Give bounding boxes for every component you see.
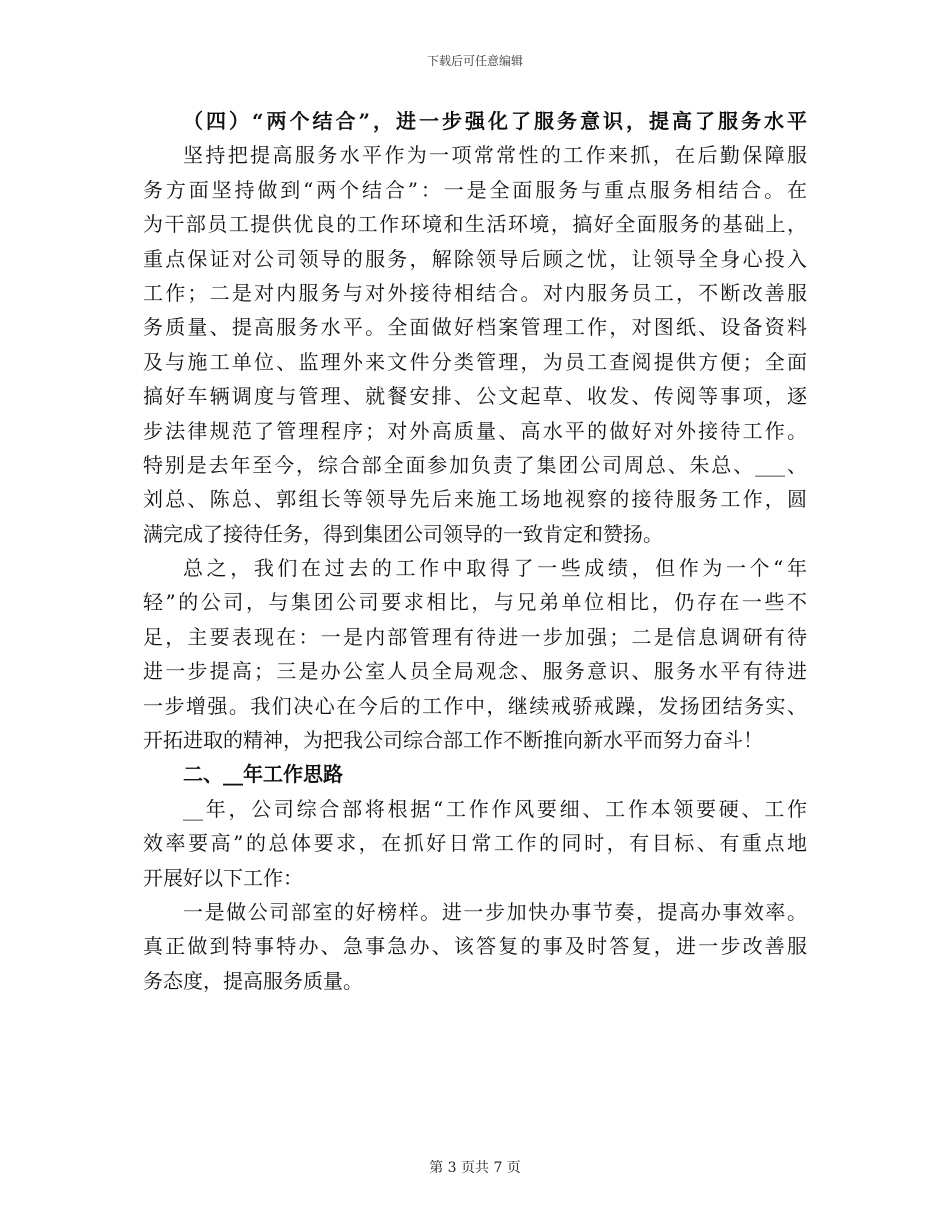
paragraph-line: 效率要高”的总体要求，在抓好日常工作的同时，有目标、有重点地 (143, 831, 807, 856)
paragraph-line: 为干部员工提供优良的工作环境和生活环境，搞好全面服务的基础上， (143, 212, 807, 237)
paragraph-line: 总之，我们在过去的工作中取得了一些成绩，但作为一个“年 (183, 556, 807, 581)
paragraph-line: 步法律规范了管理程序；对外高质量、高水平的做好对外接待工作。 (143, 418, 807, 443)
paragraph-line: 搞好车辆调度与管理、就餐安排、公文起草、收发、传阅等事项，逐 (143, 384, 807, 409)
paragraph-line: 工作；二是对内服务与对外接待相结合。对内服务员工，不断改善服 (143, 280, 807, 305)
paragraph-line: 满完成了接待任务，得到集团公司领导的一致肯定和赞扬。 (143, 521, 663, 546)
paragraph-line: 重点保证对公司领导的服务，解除领导后顾之忧，让领导全身心投入 (143, 246, 807, 271)
paragraph-line: 务质量、提高服务水平。全面做好档案管理工作，对图纸、设备资料 (143, 315, 807, 340)
paragraph-line: 特别是去年至今，综合部全面参加负责了集团公司周总、朱总、___、 (143, 452, 807, 477)
document-body (143, 104, 807, 998)
paragraph-line: 真正做到特事特办、急事急办、该答复的事及时答复，进一步改善服 (143, 934, 807, 959)
paragraph-line: 刘总、陈总、郭组长等领导先后来施工场地视察的接待服务工作，圆 (143, 487, 807, 512)
page-number: 第 3 页共 7 页 (429, 1160, 521, 1176)
paragraph-line: 务方面坚持做到“两个结合”：一是全面服务与重点服务相结合。在 (143, 177, 807, 202)
paragraph-line: 务态度，提高服务质量。 (143, 968, 363, 993)
paragraph-line: 坚持把提高服务水平作为一项常常性的工作来抓，在后勤保障服 (183, 143, 807, 168)
paragraph-line: 一是做公司部室的好榜样。进一步加快办事节奏，提高办事效率。 (183, 899, 807, 924)
paragraph-line: 足，主要表现在：一是内部管理有待进一步加强；二是信息调研有待 (143, 624, 807, 649)
paragraph-line: 开展好以下工作： (143, 865, 303, 890)
paragraph-line: 进一步提高；三是办公室人员全局观念、服务意识、服务水平有待进 (143, 659, 807, 684)
paragraph-line: __年，公司综合部将根据“工作作风要细、工作本领要硬、工作 (183, 796, 807, 821)
section-heading-four: （四）“两个结合”，进一步强化了服务意识，提高了服务水平 (183, 109, 807, 133)
header-note: 下载后可任意编辑 (426, 54, 523, 68)
paragraph-line: 及与施工单位、监理外来文件分类管理，为员工查阅提供方便；全面 (143, 349, 807, 374)
paragraph-line: 一步增强。我们决心在今后的工作中，继续戒骄戒躁，发扬团结务实、 (143, 693, 807, 718)
section-heading-two: 二、__年工作思路 (183, 762, 343, 787)
paragraph-line: 轻”的公司，与集团公司要求相比，与兄弟单位相比，仍存在一些不 (143, 590, 807, 615)
paragraph-line: 开拓进取的精神，为把我公司综合部工作不断推向新水平而努力奋斗！ (143, 728, 763, 753)
